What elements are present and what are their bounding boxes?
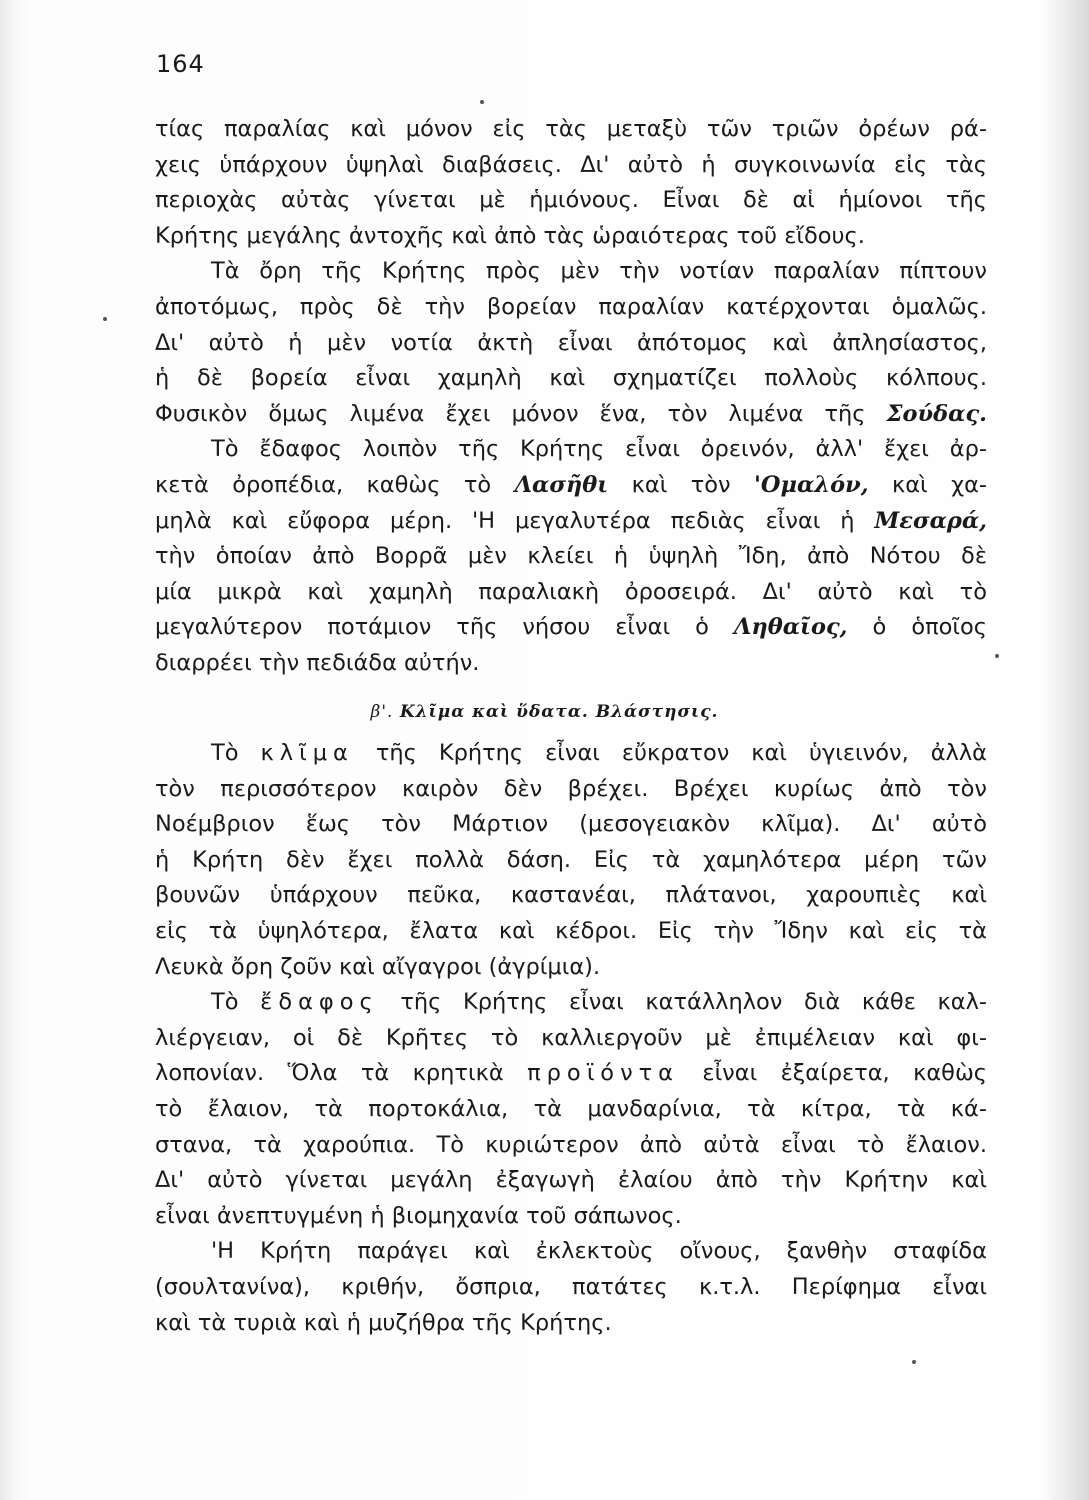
text-segment: τῆς Κρήτης εἶναι κατάλληλον διὰ κάθε καλ- xyxy=(400,989,988,1016)
text-segment: καὶ τὸν xyxy=(631,471,731,498)
text-line: 'Η Κρήτη παράγει καὶ ἐκλεκτοὺς οἴνους, ξανθὴν σταφίδα xyxy=(211,1238,987,1265)
text-line: Τὸ ἔδαφος λοιπὸν τῆς Κρήτης εἶναι ὀρεινόν, ἀλλ' ἔχει ἀρ- xyxy=(211,436,987,463)
text-line: Δι' αὐτὸ γίνεται μεγάλη ἐξαγωγὴ ἐλαίου ἀπὸ τὴν Κρήτην καὶ xyxy=(155,1167,987,1194)
print-speck xyxy=(480,100,484,104)
text-line: διαρρέει τὴν πεδιάδα αὐτήν. xyxy=(155,649,480,676)
text-line: Τὰ ὄρη τῆς Κρήτης πρὸς μὲν τὴν νοτίαν παραλίαν πίπτουν xyxy=(211,258,987,285)
text-line: τὴν ὁποίαν ἀπὸ Βορρᾶ μὲν κλείει ἡ ὑψηλὴ Ἴδη, ἀπὸ Νότου δὲ xyxy=(155,543,987,570)
print-speck xyxy=(103,317,107,321)
text-line xyxy=(155,397,987,433)
place-name-omalos: 'Ομαλόν, xyxy=(754,471,869,498)
text-segment: λοπονίαν. Ὅλα τὰ κρητικὰ xyxy=(155,1060,504,1087)
text-line xyxy=(155,985,987,1021)
spaced-word-klima: κλῖμα xyxy=(260,740,354,766)
print-speck xyxy=(995,654,999,658)
text-segment: ὁ ὁποῖος xyxy=(872,614,988,641)
text-block-upper xyxy=(155,112,987,682)
text-segment: μεγαλύτερον ποτάμιον τῆς νήσου εἶναι ὁ xyxy=(155,614,709,641)
text-line: μία μικρὰ καὶ χαμηλὴ παραλιακὴ ὀροσειρά. Δι' αὐτὸ καὶ τὸ xyxy=(155,578,987,605)
place-name-souda: Σούδας. xyxy=(886,400,988,427)
section-number: β'. xyxy=(370,702,394,722)
text-line: τίας παραλίας καὶ μόνον εἰς τὰς μεταξὺ τῶν τριῶν ὀρέων ρά- xyxy=(155,116,987,142)
text-line: χεις ὑπάρχουν ὑψηλαὶ διαβάσεις. Δι' αὐτὸ ἡ συγκοινωνία εἰς τὰς xyxy=(155,151,987,178)
text-line: τὸν περισσότερον καιρὸν δὲν βρέχει. Βρέχει κυρίως ἀπὸ τὸν xyxy=(155,775,987,802)
text-line xyxy=(155,1056,987,1092)
text-segment: τῆς Κρήτης εἶναι εὔκρατον καὶ ὑγιεινόν, ἀλλὰ xyxy=(375,740,987,766)
text-line: Λευκὰ ὄρη ζοῦν καὶ αἴγαγροι (ἀγρίμια). xyxy=(155,953,601,980)
text-line: Κρήτης μεγάλης ἀντοχῆς καὶ ἀπὸ τὰς ὡραιότερας τοῦ εἴδους. xyxy=(155,222,865,249)
text-line xyxy=(155,504,987,540)
print-speck xyxy=(912,1360,916,1364)
text-line: ἡ δὲ βορεία εἶναι χαμηλὴ καὶ σχηματίζει πολλοὺς κόλπους. xyxy=(155,365,987,392)
page-number: 164 xyxy=(156,50,205,78)
text-segment: Φυσικὸν ὅμως λιμένα ἔχει μόνον ἕνα, τὸν λιμένα τῆς xyxy=(155,400,866,427)
text-line: περιοχὰς αὐτὰς γίνεται μὲ ἡμιόνους. Εἶναι δὲ αἱ ἡμίονοι τῆς xyxy=(155,187,987,214)
text-line: στανα, τὰ χαρούπια. Τὸ κυριώτερον ἀπὸ αὐτὰ εἶναι τὸ ἔλαιον. xyxy=(155,1131,987,1158)
place-name-lethaios: Ληθαῖος, xyxy=(733,614,848,641)
spaced-word-edafos: ἔδαφος xyxy=(260,989,379,1016)
place-name-lasithi: Λασῆθι xyxy=(514,471,609,498)
text-line: καὶ τὰ τυριὰ καὶ ἡ μυζήθρα τῆς Κρήτης. xyxy=(155,1309,612,1336)
text-line: ἡ Κρήτη δὲν ἔχει πολλὰ δάση. Εἰς τὰ χαμηλότερα μέρη τῶν xyxy=(155,846,987,873)
text-segment: καὶ χα- xyxy=(891,471,988,498)
text-block-lower xyxy=(155,736,987,1341)
text-line: (σουλτανίνα), κριθήν, ὄσπρια, πατάτες κ.τ.λ. Περίφημα εἶναι xyxy=(155,1273,987,1300)
text-line: εἶναι ἀνεπτυγμένη ἡ βιομηχανία τοῦ σάπωνος. xyxy=(155,1202,682,1229)
text-line: ἀποτόμως, πρὸς δὲ τὴν βορείαν παραλίαν κατέρχονται ὁμαλῶς. xyxy=(155,293,987,320)
text-segment: εἶναι ἐξαίρετα, καθὼς xyxy=(702,1060,987,1087)
place-name-messara: Μεσαρά, xyxy=(874,507,987,534)
text-line: Δι' αὐτὸ ἡ μὲν νοτία ἀκτὴ εἶναι ἀπότομος καὶ ἀπλησίαστος, xyxy=(155,329,987,356)
section-title: Κλῖμα καὶ ὕδατα. Βλάστησις. xyxy=(399,702,719,722)
text-line xyxy=(155,736,987,772)
text-line: εἰς τὰ ὑψηλότερα, ἔλατα καὶ κέδροι. Εἰς τὴν Ἴδην καὶ εἰς τὰ xyxy=(155,917,987,944)
text-segment: μηλὰ καὶ εὔφορα μέρη. 'Η μεγαλυτέρα πεδιὰς εἶναι ἡ xyxy=(155,507,855,534)
text-line xyxy=(155,610,987,646)
text-line: βουνῶν ὑπάρχουν πεῦκα, καστανέαι, πλάτανοι, χαρουπιὲς καὶ xyxy=(155,882,987,909)
text-line: λιέργειαν, οἱ δὲ Κρῆτες τὸ καλλιεργοῦν μὲ ἐπιμέλειαν καὶ φι- xyxy=(155,1024,987,1051)
text-segment: Τὸ xyxy=(211,989,239,1016)
text-segment: Τὸ xyxy=(211,740,239,766)
text-line xyxy=(155,468,987,504)
spaced-word-proionta: προϊόντα xyxy=(527,1060,680,1087)
text-segment: κετὰ ὀροπέδια, καθὼς τὸ xyxy=(155,471,492,498)
section-heading xyxy=(0,702,1089,722)
text-line: τὸ ἔλαιον, τὰ πορτοκάλια, τὰ μανδαρίνια, τὰ κίτρα, τὰ κά- xyxy=(155,1095,987,1122)
text-line: Νοέμβριον ἕως τὸν Μάρτιον (μεσογειακὸν κλῖμα). Δι' αὐτὸ xyxy=(155,811,987,838)
